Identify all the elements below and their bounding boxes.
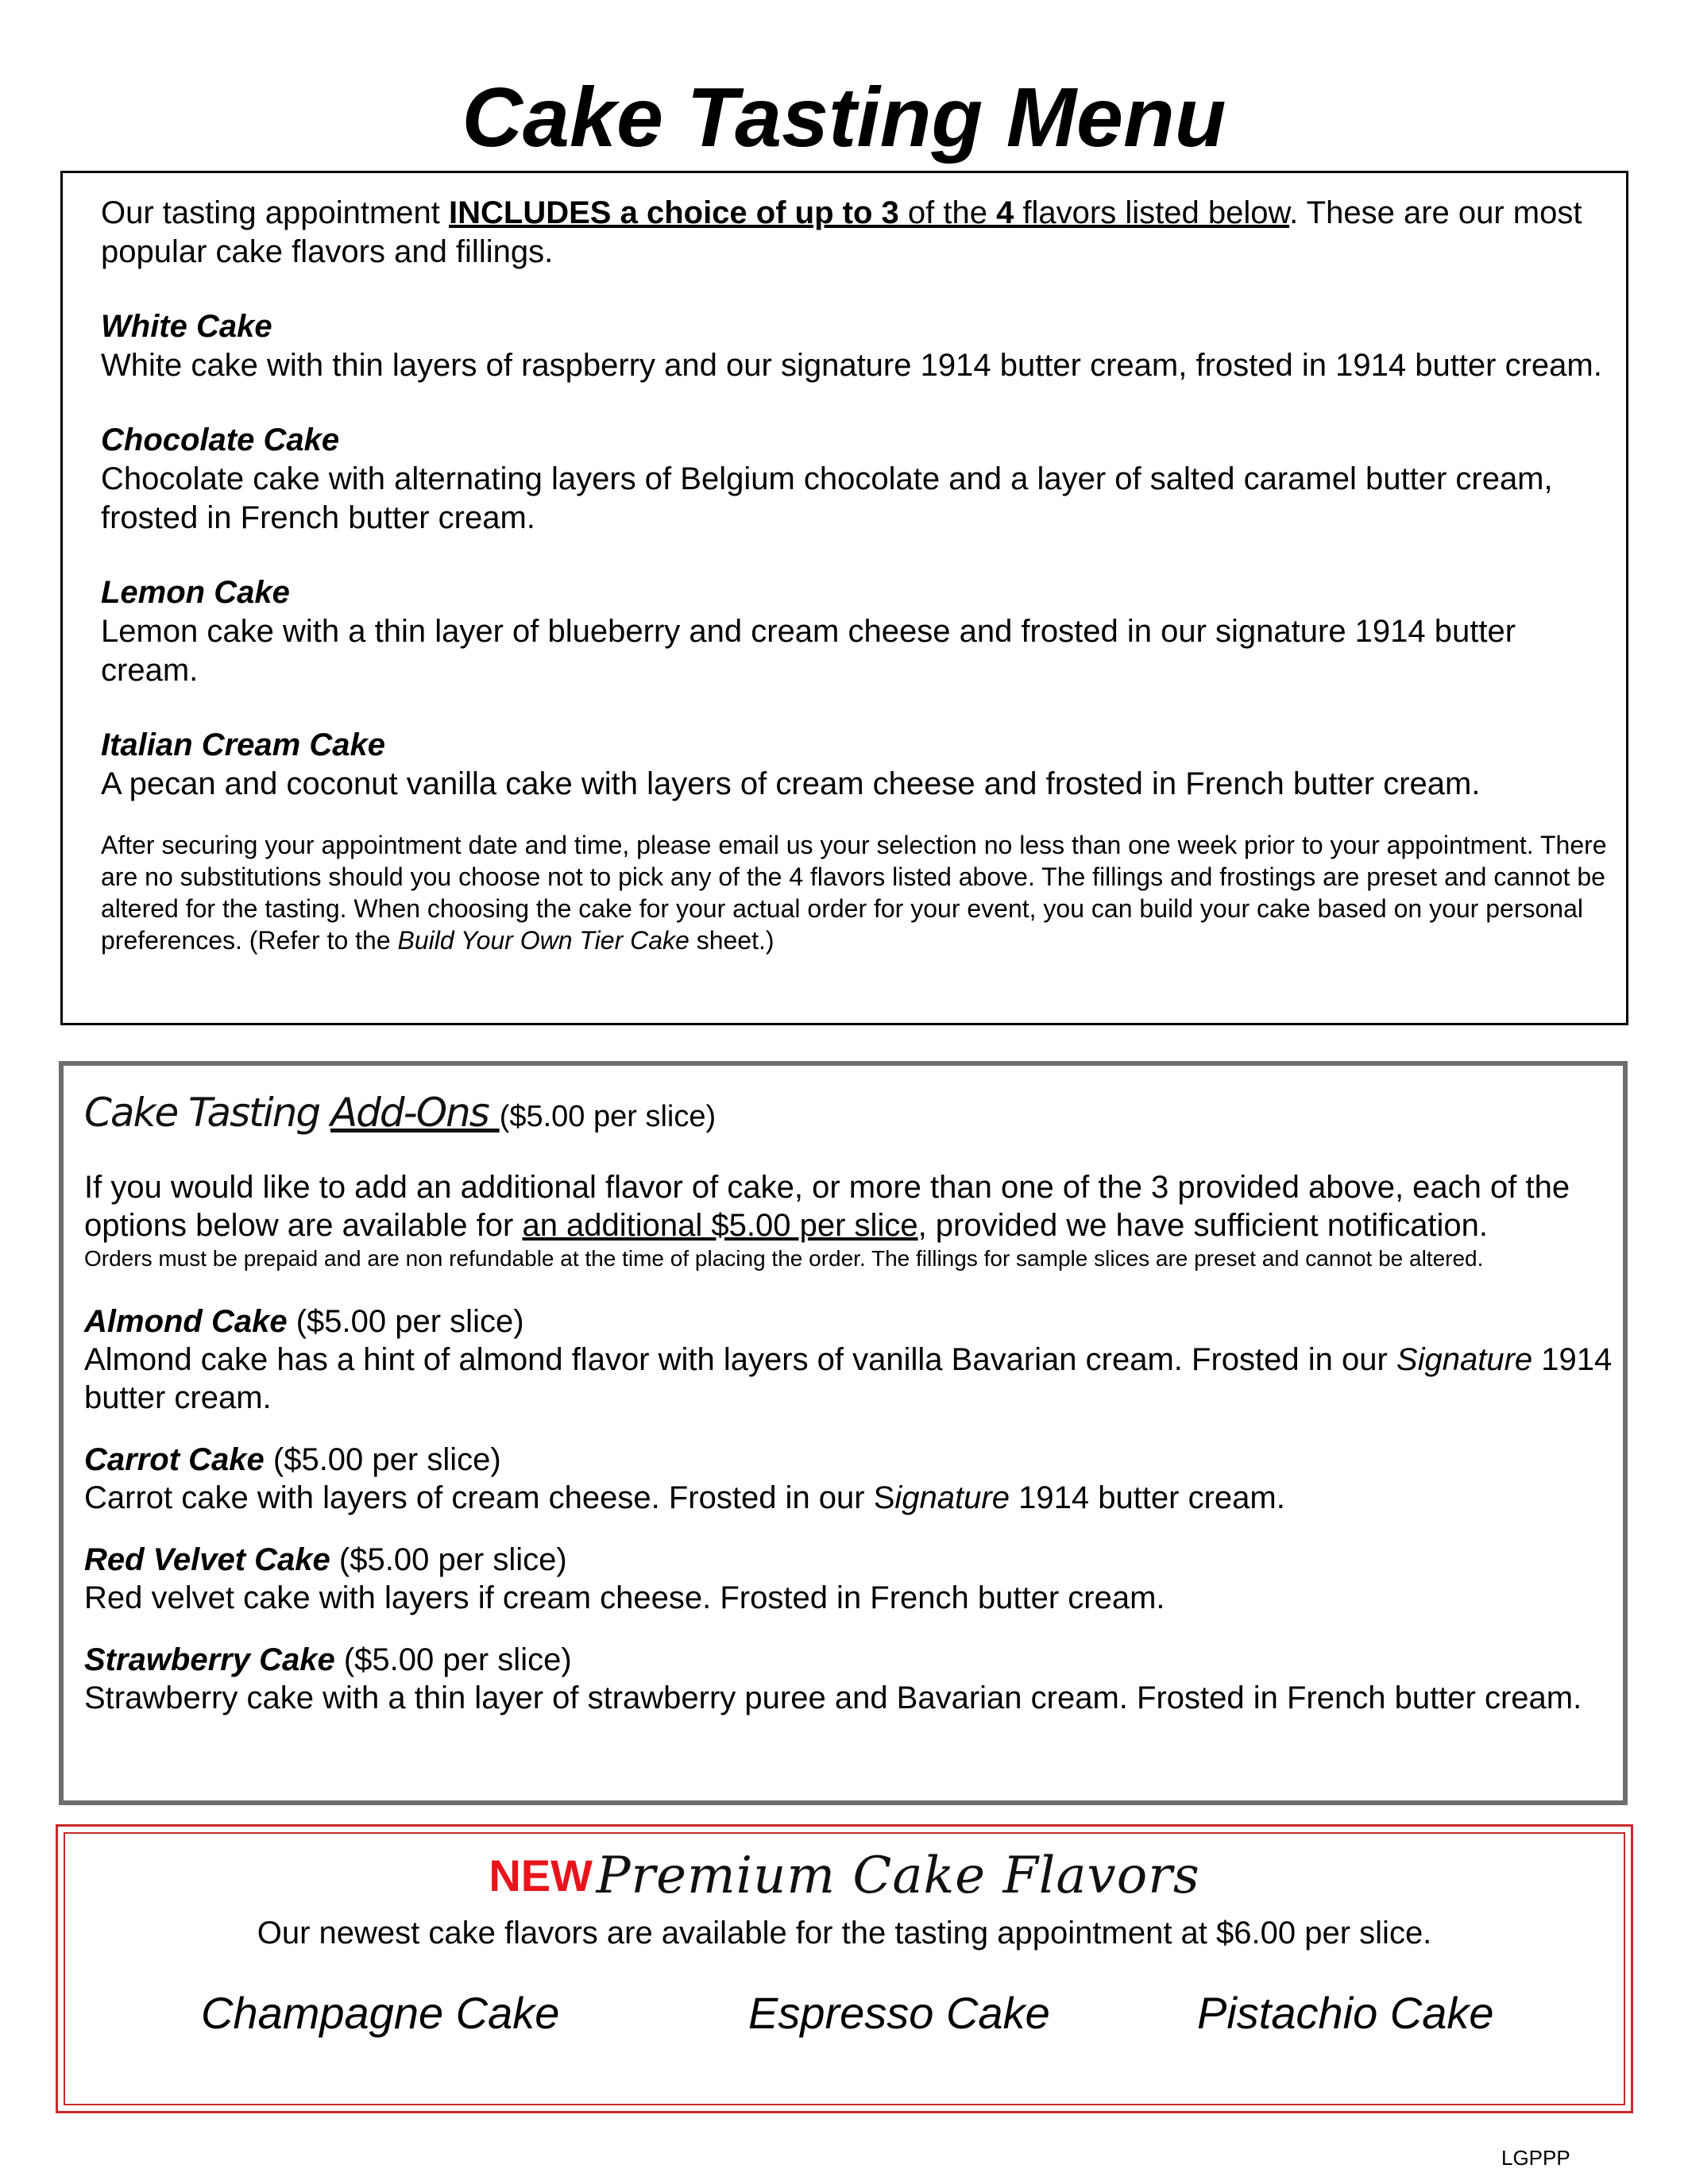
new-badge: NEW <box>489 1850 593 1900</box>
addon-desc-italic: Signature <box>1396 1342 1533 1377</box>
addon-name: Almond Cake <box>84 1304 288 1339</box>
intro-includes: INCLUDES a choice of up to 3 <box>449 195 899 230</box>
addon-price: ($5.00 per slice) <box>334 1642 572 1677</box>
intro-listed: flavors listed below <box>1014 195 1290 230</box>
flavor-item <box>101 307 1617 385</box>
addon-price: ($5.00 per slice) <box>330 1542 567 1577</box>
intro-paragraph <box>101 194 1617 272</box>
tasting-included-box <box>60 171 1628 1025</box>
addon-desc: Strawberry cake with a thin layer of strawberry puree and Bavarian cream. Frosted in French butter cream. <box>84 1680 1582 1715</box>
flavor-item <box>101 421 1617 538</box>
addons-heading-b: Add-Ons <box>330 1090 500 1136</box>
addon-desc-text: Almond cake has a hint of almond flavor with layers of vanilla Bavarian cream. Frosted in our <box>84 1342 1396 1377</box>
addon-desc-text: Carrot cake with layers of cream cheese. Frosted in our S <box>84 1480 895 1515</box>
flavor-desc: Chocolate cake with alternating layers of Belgium chocolate and a layer of salted caramel butter cream, frosted in French butter cream. <box>101 461 1553 535</box>
addon-name: Strawberry Cake <box>84 1642 335 1677</box>
selection-note <box>101 829 1617 956</box>
flavor-name: Italian Cream Cake <box>101 727 385 762</box>
flavor-name: White Cake <box>101 309 272 344</box>
addon-desc-italic: ignature <box>894 1480 1010 1515</box>
premium-subtitle: Our newest cake flavors are available for the tasting appointment at $6.00 per slice. <box>257 1916 1432 1951</box>
intro-text: Our tasting appointment <box>101 195 450 230</box>
addon-title <box>84 1441 1613 1479</box>
premium-heading-text: Premium Cake Flavors <box>596 1846 1200 1905</box>
addons-heading-a: Cake Tasting <box>84 1090 330 1136</box>
note-text: After securing your appointment date and time, please email us your selection no less than one week prior to your appointment. There are no substitutions should you choose not to pick any of the 4 flavors listed above. The fillings and frostings are preset and cannot be altered for the tasting. When choosing the cake for your actual order for your event, you can build your cake based on your personal preferences. (Refer to the <box>101 831 1607 955</box>
intro-of-the: of the <box>898 195 997 230</box>
addon-name: Red Velvet Cake <box>84 1542 330 1577</box>
addons-box <box>59 1061 1628 1805</box>
flavor-item <box>101 573 1617 690</box>
document-code: LGPPP <box>1501 2146 1570 2170</box>
premium-item: Espresso Cake <box>748 1988 1050 2038</box>
flavor-name: Lemon Cake <box>101 575 290 610</box>
addon-title <box>84 1302 1613 1341</box>
intro-post: . These are our most popular cake flavors and fillings. <box>101 195 1582 269</box>
addon-title <box>84 1641 1613 1679</box>
flavor-desc: White cake with thin layers of raspberry and our signature 1914 butter cream, frosted in 1914 butter cream. <box>101 348 1602 383</box>
flavor-desc: Lemon cake with a thin layer of blueberry and cream cheese and frosted in our signature 1914 butter cream. <box>101 614 1516 688</box>
addon-name: Carrot Cake <box>84 1442 265 1477</box>
addon-price: ($5.00 per slice) <box>287 1304 524 1339</box>
addon-item <box>84 1302 1613 1417</box>
addons-heading-price: ($5.00 per slice) <box>499 1100 717 1133</box>
note-sheet-name: Build Your Own Tier Cake <box>397 926 689 955</box>
addon-item <box>84 1441 1613 1517</box>
intro-four: 4 <box>996 195 1014 230</box>
addons-heading <box>84 1085 1613 1151</box>
addon-desc: Red velvet cake with layers if cream cheese. Frosted in French butter cream. <box>84 1580 1165 1615</box>
addon-desc-text: 1914 butter cream. <box>1009 1480 1285 1515</box>
addon-desc <box>84 1479 1613 1517</box>
addon-title <box>84 1541 1613 1579</box>
addon-desc <box>84 1341 1613 1417</box>
addon-price: ($5.00 per slice) <box>264 1442 501 1477</box>
premium-item: Pistachio Cake <box>1197 1988 1494 2038</box>
addons-fine-print: Orders must be prepaid and are non refundable at the time of placing the order. The fillings for sample slices are preset and cannot be altered. <box>84 1246 1484 1271</box>
premium-item: Champagne Cake <box>201 1988 560 2038</box>
note-post: sheet.) <box>689 926 774 955</box>
addon-item <box>84 1541 1613 1617</box>
addons-intro <box>84 1168 1613 1244</box>
addons-intro-price: an additional $5.00 per slice <box>522 1208 918 1243</box>
premium-heading <box>58 1844 1631 1908</box>
addons-intro-text: If you would like to add an additional flavor of cake, or more than one of the 3 provided above, each of the options below are available for <box>84 1170 1570 1243</box>
page-title: Cake Tasting Menu <box>462 71 1226 164</box>
flavor-desc: A pecan and coconut vanilla cake with layers of cream cheese and frosted in French butter cream. <box>101 766 1481 801</box>
addon-desc-text: 1914 butter cream. <box>84 1342 1613 1415</box>
premium-flavors-box <box>56 1824 1633 2113</box>
addon-item <box>84 1641 1613 1717</box>
flavor-name: Chocolate Cake <box>101 423 340 457</box>
flavor-item <box>101 726 1617 804</box>
addons-intro-post: , provided we have sufficient notification. <box>917 1208 1489 1243</box>
